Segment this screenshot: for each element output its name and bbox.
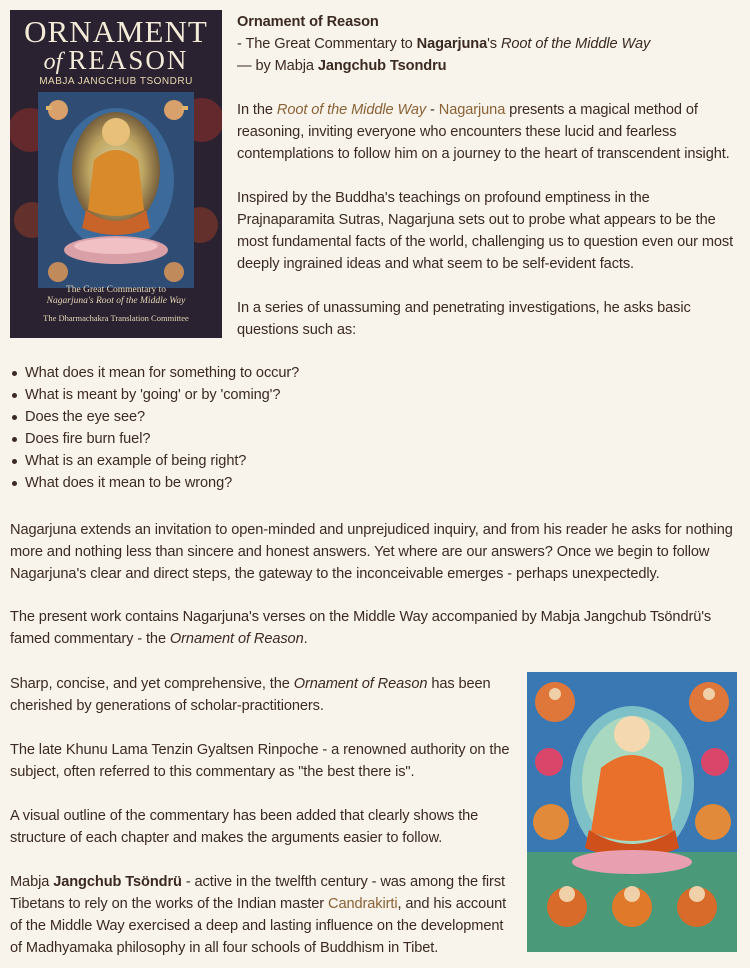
root-middle-way-link[interactable]: Root of the Middle Way [276,102,427,118]
questions-list [10,362,299,494]
book-meta [237,11,737,77]
book-cover-image [10,10,222,338]
list-item: What is an example of being right? [10,450,299,472]
body-paragraph-author: Mabja Jangchub Tsöndrü - active in the twelfth century - was among the first Tibetans to rely on the works of the Indian master Candrakirti, and his account of the Middle Way exercised a deep and lasting influence on the development of Madhyamaka philosophy in all four schools of Buddhism in Tibet. [10,874,507,956]
book-byline: — by Mabja Jangchub Tsondru [237,58,447,74]
nagarjuna-link[interactable]: Nagarjuna [438,102,506,118]
cover-subtitle: The Great Commentary to Nagarjuna's Root of the Middle Way The Dharmachakra Translation Committee [43,285,189,323]
thangka-artwork [527,672,737,952]
candrakirti-link[interactable]: Candrakirti [328,896,398,912]
list-item: What does it mean to be wrong? [10,472,299,494]
body-paragraph-present-work: The present work contains Nagarjuna's verses on the Middle Way accompanied by Mabja Jangchub Tsöndrü's famed commentary - the Ornament of Reason. [10,609,712,647]
intro-paragraph-3: In a series of unassuming and penetrating investigations, he asks basic questions such as: [237,300,691,338]
cover-title-second-line: of REASON [43,45,189,75]
body-paragraph-sharp: Sharp, concise, and yet comprehensive, the Ornament of Reason has been cherished by generations of scholar-practitioners. [10,676,491,714]
list-item: What does it mean for something to occur? [10,362,299,384]
list-item: What is meant by 'going' or by 'coming'? [10,384,299,406]
list-item: Does fire burn fuel? [10,428,299,450]
list-item: Does the eye see? [10,406,299,428]
thangka-painting-image [527,672,737,952]
book-subtitle: - The Great Commentary to Nagarjuna's Root of the Middle Way [237,36,651,52]
cover-title: ORNAMENT [24,14,208,49]
body-paragraph-khunu-lama: The late Khunu Lama Tenzin Gyaltsen Rinpoche - a renowned authority on the subject, often referred to this commentary as "the best there is". [10,742,510,780]
intro-paragraph-1: In the Root of the Middle Way - Nagarjuna presents a magical method of reasoning, inviting everyone who encounters these lucid and fearless contemplations to follow him on a journey to the heart of transcendent insight. [237,102,730,162]
body-paragraph-invitation: Nagarjuna extends an invitation to open-minded and unprejudiced inquiry, and from his reader he asks for nothing more and nothing less than sincere and honest answers. Yet where are our answers? Once we begin to follow Nagarjuna's clear and direct steps, the gateway to the inconceivable emerges - perhaps unexpectedly. [10,522,733,582]
cover-author: MABJA JANGCHUB TSONDRU [39,76,193,87]
intro-paragraph-2: Inspired by the Buddha's teachings on profound emptiness in the Prajnaparamita Sutras, Nagarjuna sets out to probe what appears to be the most fundamental facts of the world, challenging us to question even our most deeply ingrained ideas and what seem to be self-evident facts. [237,190,734,272]
body-paragraph-outline: A visual outline of the commentary has been added that clearly shows the structure of each chapter and makes the arguments easier to follow. [10,808,479,846]
book-title: Ornament of Reason [237,14,379,30]
